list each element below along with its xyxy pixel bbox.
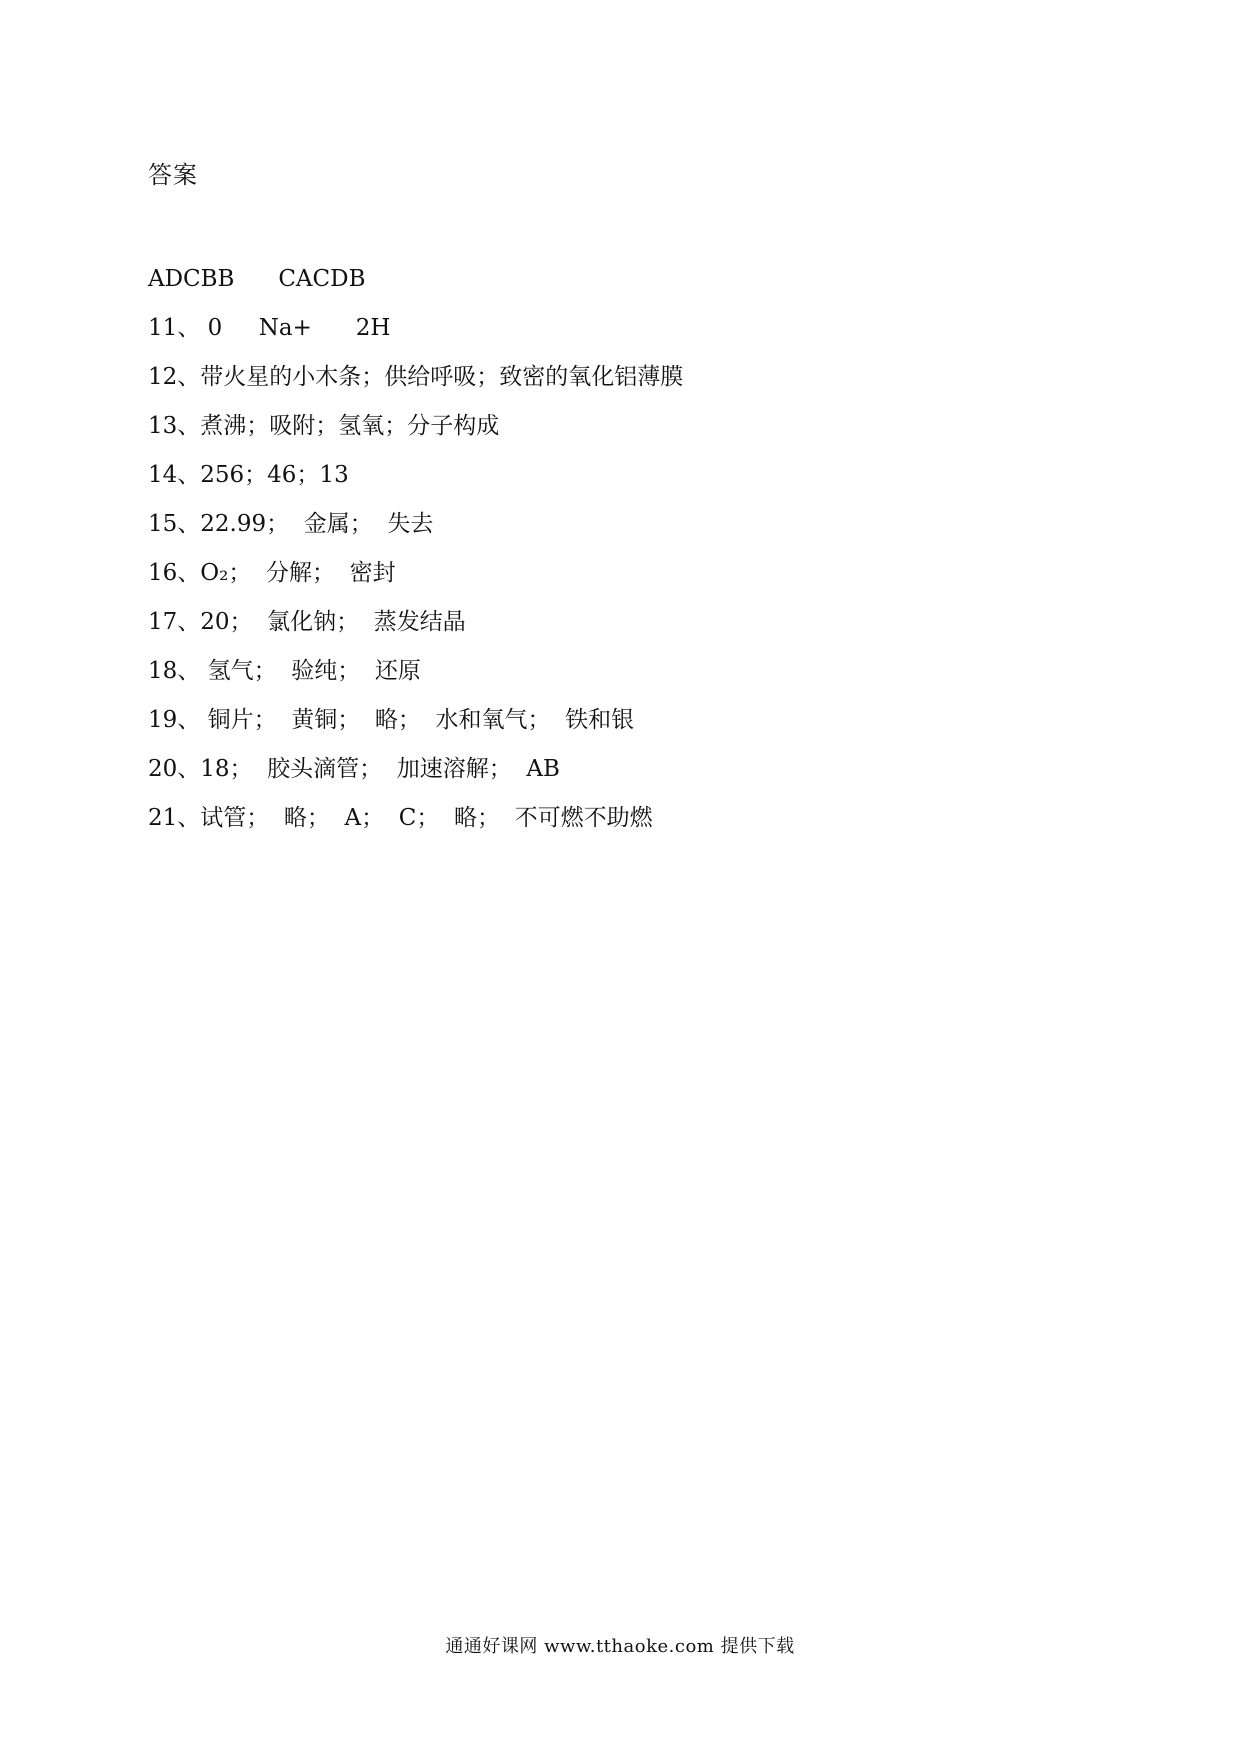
answer-line-21: 21、试管； 略； A； C； 略； 不可燃不助燃 xyxy=(148,805,653,831)
answer-line-choices-1-10: ADCBB CACDB xyxy=(148,266,366,292)
answer-line-14: 14、256；46；13 xyxy=(148,462,349,488)
answer-line-18: 18、 氢气； 验纯； 还原 xyxy=(148,658,421,684)
page-title: 答案 xyxy=(148,161,198,189)
answer-line-20: 20、18； 胶头滴管； 加速溶解； AB xyxy=(148,756,560,782)
answer-line-11: 11、 0 Na+ 2H xyxy=(148,315,391,341)
answer-line-12: 12、带火星的小木条；供给呼吸；致密的氧化铝薄膜 xyxy=(148,364,684,390)
answer-line-17: 17、20； 氯化钠； 蒸发结晶 xyxy=(148,609,466,635)
answer-line-13: 13、煮沸；吸附；氢氧；分子构成 xyxy=(148,413,500,439)
answer-line-16: 16、O₂； 分解； 密封 xyxy=(148,560,396,586)
footer-download-note: 通通好课网 www.tthaoke.com 提供下载 xyxy=(445,1636,795,1657)
answer-line-15: 15、22.99； 金属； 失去 xyxy=(148,511,434,537)
answer-line-19: 19、 铜片； 黄铜； 略； 水和氧气； 铁和银 xyxy=(148,707,635,733)
answer-list xyxy=(148,255,1148,843)
